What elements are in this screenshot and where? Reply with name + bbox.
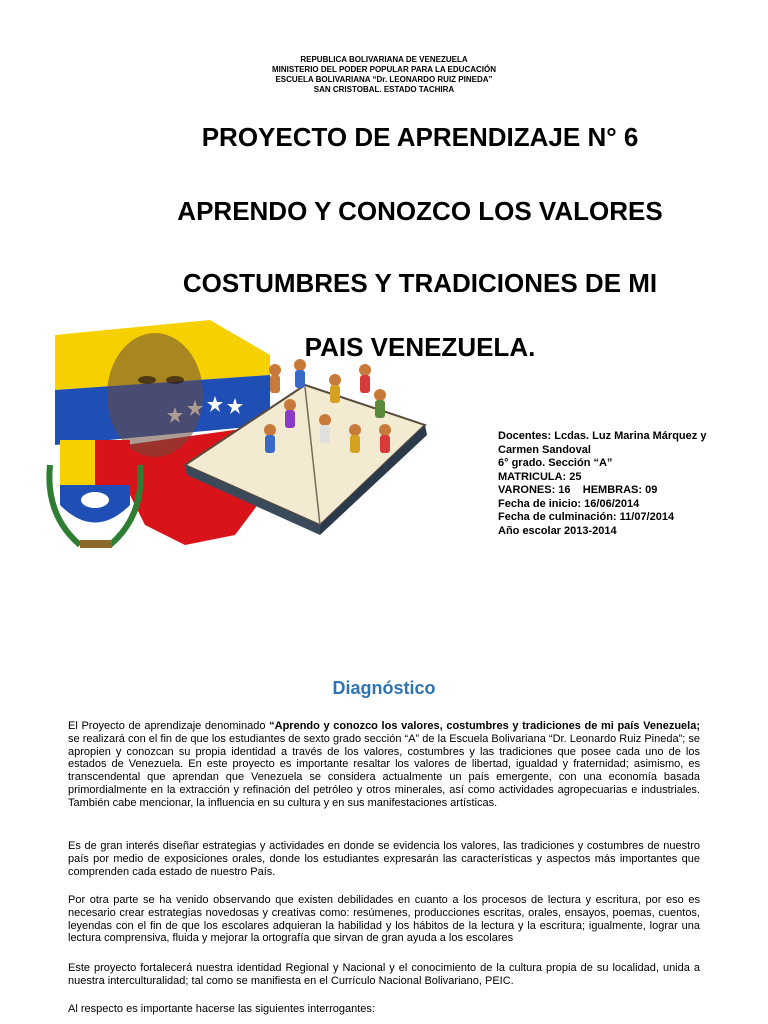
- diagnostico-paragraph-2: Es de gran interés diseñar estrategias y actividades en donde se evidencia los valores, las tradiciones y costumbres de nuestro país por medio de exposiciones orales, donde los estudiantes expresarán las características y aspectos más importantes que comprenden cada estado de nuestro País.: [68, 840, 700, 878]
- coat-of-arms-image: [49, 440, 140, 548]
- project-title-line-2: APRENDO Y CONOZCO LOS VALORES: [177, 196, 663, 226]
- diagnostico-heading: Diagnóstico: [332, 678, 436, 698]
- header-line-1: REPUBLICA BOLIVARIANA DE VENEZUELA: [300, 55, 468, 64]
- diagnostico-paragraph-5: Al respecto es importante hacerse las siguientes interrogantes:: [68, 1003, 375, 1015]
- institution-header: [0, 55, 768, 95]
- info-varones: VARONES: 16 HEMBRAS: 09: [498, 484, 658, 496]
- info-grado: 6° grado. Sección “A”: [498, 457, 613, 469]
- info-inicio: Fecha de inicio: 16/06/2014: [498, 497, 640, 510]
- header-line-2: MINISTERIO DEL PODER POPULAR PARA LA EDUCACIÓN: [271, 65, 496, 74]
- paragraph-1-project-name: “Aprendo y conozco los valores, costumbres y tradiciones de mi país Venezuela;: [269, 720, 700, 732]
- diagnostico-paragraph-1: [68, 720, 700, 810]
- project-title-line-1: PROYECTO DE APRENDIZAJE N° 6: [201, 122, 639, 152]
- diagnostico-paragraph-4: Este proyecto fortalecerá nuestra identidad Regional y Nacional y el conocimiento de la cultura propia de su localidad, unida a nuestra interculturalidad; tal como se manifiesta en el Currículo Nacional Bolivariano, PEIC.: [68, 962, 700, 987]
- project-info: [498, 430, 706, 538]
- paragraph-1-rest: se realizará con el fin de que los estudiantes de sexto grado sección “A” de la Escuela Bolivariana “Dr. Leonardo Ruiz Pineda”; se apropien y conozcan su propia identidad a través de los valores, costumbres y las tradiciones que posee cada uno de los estados de Venezuela. En este proyecto es importante resaltar los valores de libertad, igualdad y fraternidad; asimismo, es transcendental que aprendan que Venezuela se considera actualmente un país emergente, con una economía basada primordialmente en la extracción y refinación del petróleo y otros minerales, así como actividades agropecuarias e industriales. También cabe mencionar, la influencia en su cultura y en sus manifestaciones artísticas.: [68, 732, 700, 809]
- info-anio: Año escolar 2013-2014: [498, 524, 617, 537]
- project-title-line-4: PAIS VENEZUELA.: [304, 332, 536, 362]
- paragraph-1-intro: El Proyecto de aprendizaje denominado: [68, 720, 270, 732]
- info-culminacion: Fecha de culminación: 11/07/2014: [498, 511, 675, 523]
- info-docentes-2: Carmen Sandoval: [498, 443, 591, 456]
- header-line-3: ESCUELA BOLIVARIANA “Dr. LEONARDO RUIZ PINEDA”: [275, 75, 493, 84]
- bolivar-portrait-image: [107, 333, 203, 457]
- project-title-line-3: COSTUMBRES Y TRADICIONES DE MI: [182, 268, 658, 298]
- info-matricula: MATRICULA: 25: [498, 470, 582, 483]
- info-docentes-1: Docentes: Lcdas. Luz Marina Márquez y: [498, 430, 707, 442]
- header-line-4: SAN CRISTOBAL. ESTADO TACHIRA: [313, 85, 455, 94]
- diagnostico-paragraph-3: Por otra parte se ha venido observando que existen debilidades en cuanto a los procesos de lectura y escritura, por eso es necesario crear estrategias novedosas y creativas como: resúmenes, producciones escritas, orales, ensayos, poemas, cuentos, leyendas con el fin de que los escolares adquieran la habilidad y los hábitos de la lectura y la escritura; igualmente, lograr una lectura comprensiva, fluida y mejorar la ortografía que sirvan de gran ayuda a los escolares: [68, 894, 700, 945]
- cover-illustration: [35, 295, 435, 580]
